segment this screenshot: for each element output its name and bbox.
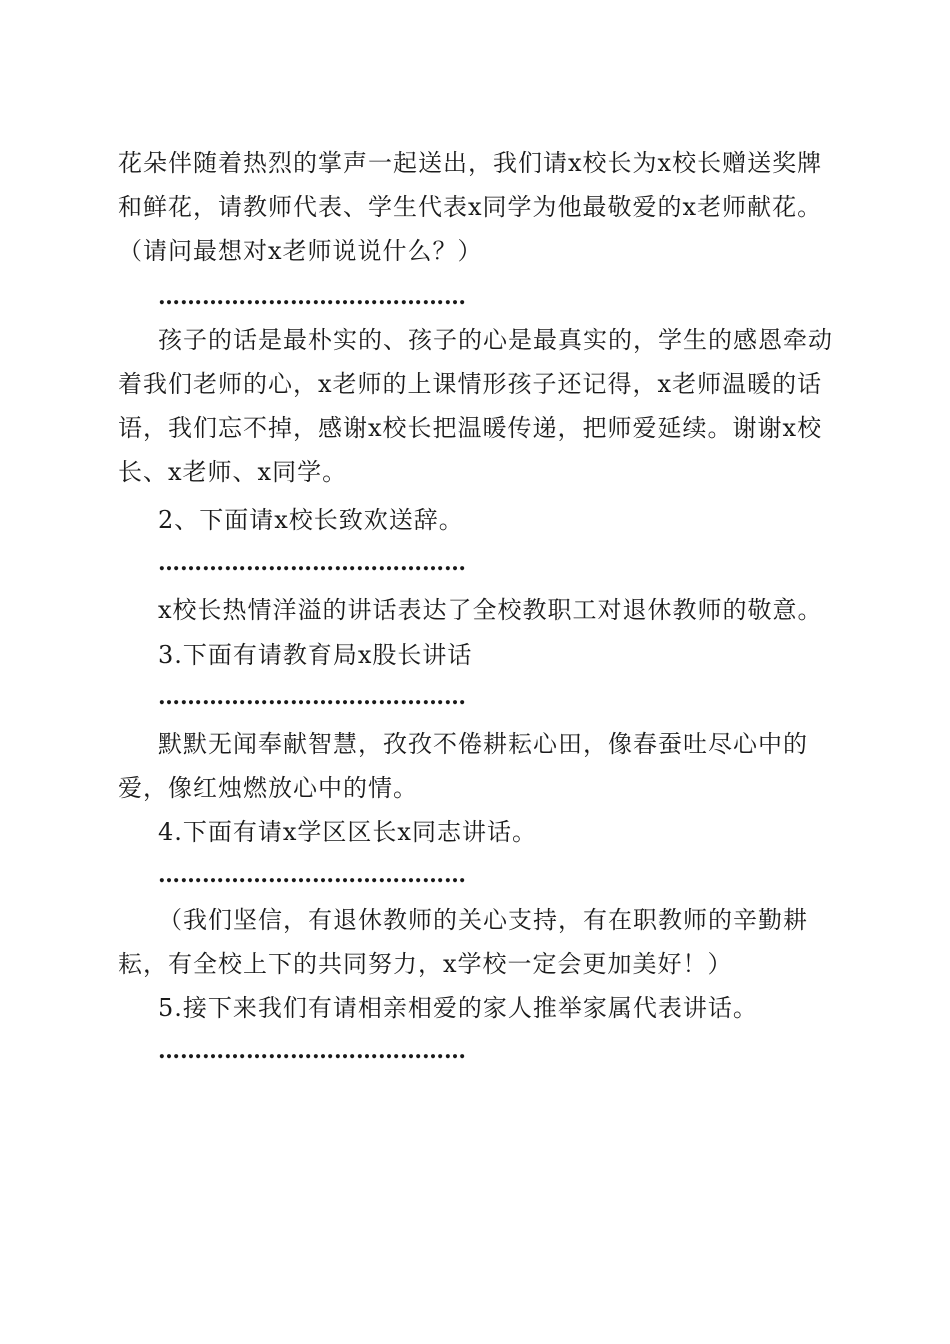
ellipsis-line-5: …………………………………… bbox=[158, 1038, 466, 1064]
paragraph-principal-speech: x校长热情洋溢的讲话表达了全校教职工对退休教师的敬意。 bbox=[158, 596, 823, 624]
agenda-item-3: 3.下面有请教育局x股长讲话 bbox=[158, 641, 473, 669]
paragraph-flowers: 花朵伴随着热烈的掌声一起送出，我们请x校长为x校长赠送奖牌和鲜花，请教师代表、学生代表x同学为他最敬爱的x老师献花。（请问最想对x老师说说什么？） bbox=[118, 149, 823, 265]
ellipsis-line-4: …………………………………… bbox=[158, 862, 466, 888]
ellipsis-line-1: …………………………………… bbox=[158, 284, 466, 310]
ellipsis-line-3: …………………………………… bbox=[158, 684, 466, 710]
agenda-item-5: 5.接下来我们有请相亲相爱的家人推举家属代表讲话。 bbox=[158, 994, 758, 1022]
agenda-item-4: 4.下面有请x学区区长x同志讲话。 bbox=[158, 818, 537, 846]
ellipsis-line-2: …………………………………… bbox=[158, 550, 466, 576]
paragraph-silent-dedication: 默默无闻奉献智慧，孜孜不倦耕耘心田，像春蚕吐尽心中的爱，像红烛燃放心中的情。 bbox=[118, 730, 808, 802]
paragraph-children-words: 孩子的话是最朴实的、孩子的心是最真实的，学生的感恩牵动着我们老师的心，x老师的上课情形孩子还记得，x老师温暖的话语，我们忘不掉，感谢x校长把温暖传递，把师爱延续。谢谢x校长、x老师、x同学。 bbox=[118, 326, 833, 486]
paragraph-we-believe: （我们坚信，有退休教师的关心支持，有在职教师的辛勤耕耘，有全校上下的共同努力，x学校一定会更加美好！） bbox=[118, 906, 808, 978]
agenda-item-2: 2、下面请x校长致欢送辞。 bbox=[158, 506, 464, 534]
